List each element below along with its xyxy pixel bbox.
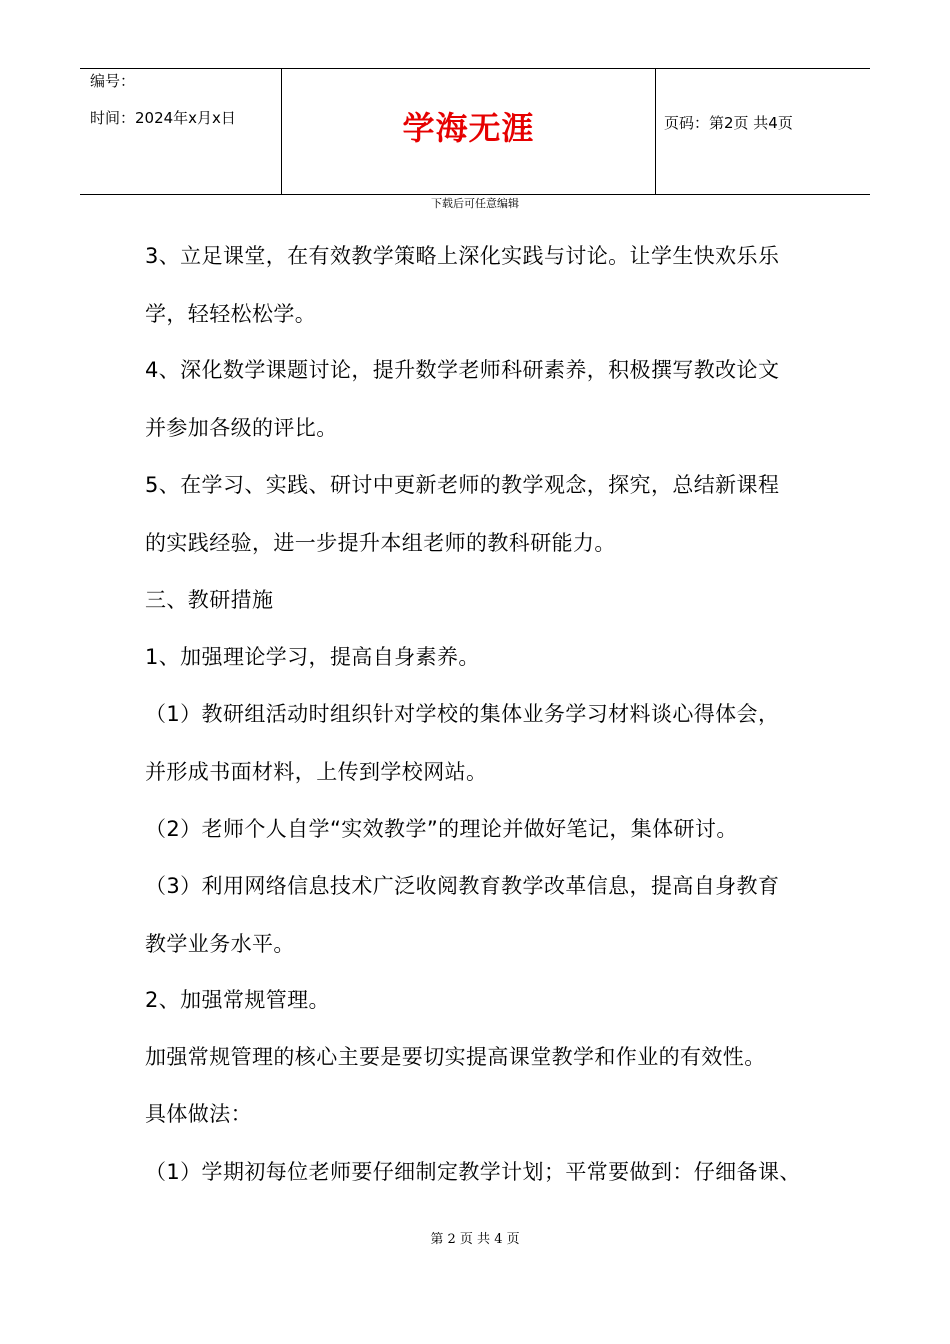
- body-line: （2）老师个人自学“实效教学”的理论并做好笔记，集体研讨。: [145, 817, 738, 841]
- body-line: 3、立足课堂，在有效教学策略上深化实践与讨论。让学生快欢乐乐: [145, 244, 780, 268]
- body-line: 5、在学习、实践、研讨中更新老师的教学观念，探究，总结新课程: [145, 473, 780, 497]
- header-center-cell: [281, 69, 656, 194]
- body-line: 1、加强理论学习，提高自身素养。: [145, 645, 480, 669]
- body-line: （1）教研组活动时组织针对学校的集体业务学习材料谈心得体会，: [145, 702, 780, 726]
- document-time-label: 时间：2024年x月x日: [90, 109, 236, 127]
- header-right-cell: [655, 69, 870, 194]
- body-line: 学，轻轻松松学。: [145, 302, 317, 326]
- body-line: 并形成书面材料，上传到学校网站。: [145, 760, 488, 784]
- body-line: （1）学期初每位老师要仔细制定教学计划；平常要做到：仔细备课、: [145, 1160, 801, 1184]
- body-line: 并参加各级的评比。: [145, 416, 338, 440]
- body-line: 2、加强常规管理。: [145, 988, 330, 1012]
- page-footer: 第 2 页 共 4 页: [430, 1232, 520, 1247]
- body-line: 加强常规管理的核心主要是要切实提高课堂教学和作业的有效性。: [145, 1045, 766, 1069]
- header-left-cell: [80, 69, 281, 194]
- brand-title: 学海无涯: [402, 109, 535, 147]
- download-note: 下载后可任意编辑: [431, 197, 519, 210]
- body-line: 的实践经验，进一步提升本组老师的教科研能力。: [145, 531, 616, 555]
- body-line: （3）利用网络信息技术广泛收阅教育教学改革信息，提高自身教育: [145, 874, 780, 898]
- document-number-label: 编号：: [90, 72, 136, 90]
- page-number-label: 页码：第2页 共4页: [664, 114, 793, 132]
- body-line: 具体做法：: [145, 1102, 252, 1126]
- body-line: 教学业务水平。: [145, 932, 295, 956]
- section-heading: 三、教研措施: [145, 588, 274, 612]
- body-line: 4、深化数学课题讨论，提升数学老师科研素养，积极撰写教改论文: [145, 358, 780, 382]
- document-header: [80, 68, 870, 195]
